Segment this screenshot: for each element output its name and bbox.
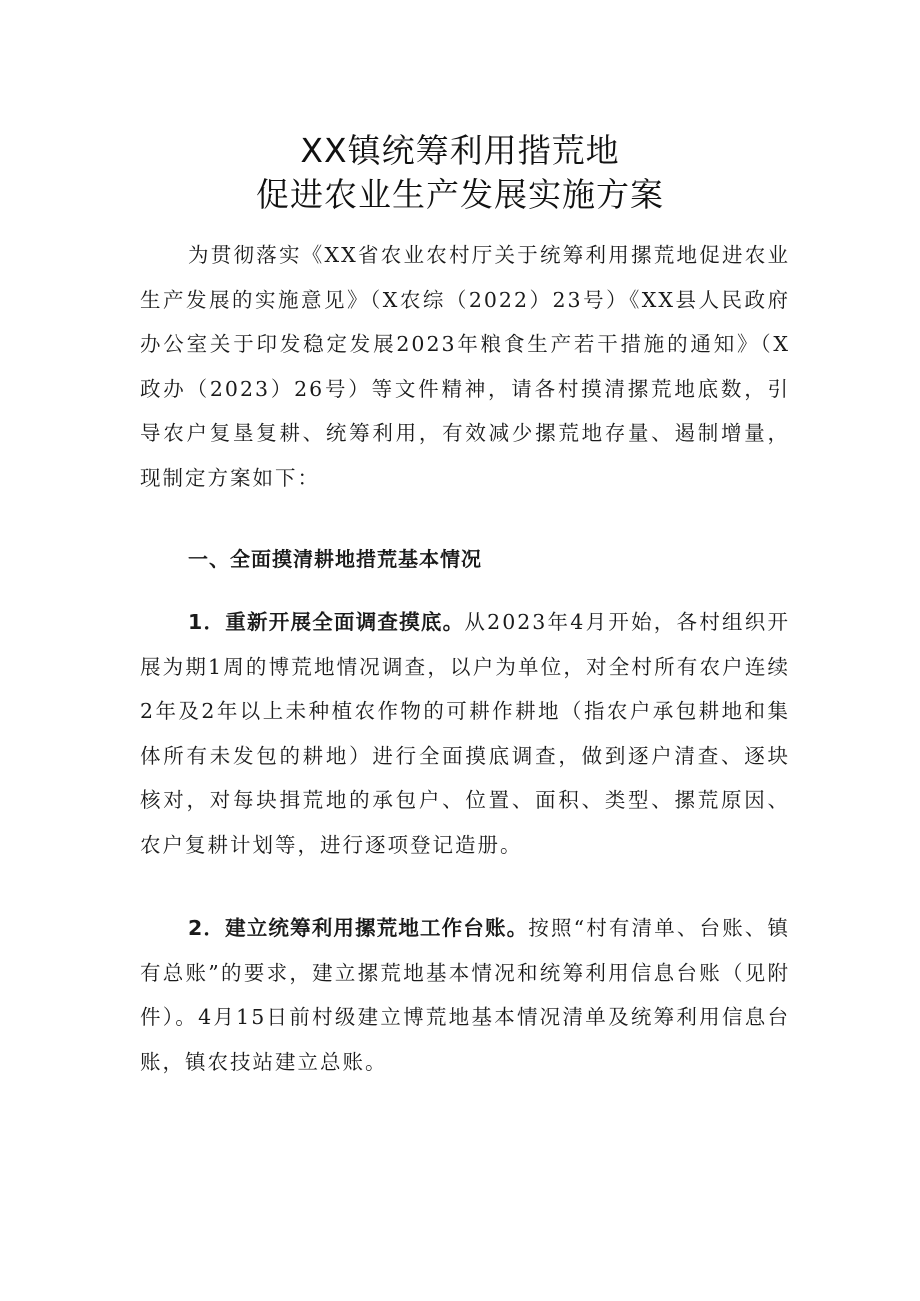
item-1-paragraph xyxy=(140,600,790,867)
intro-paragraph: 为贯彻落实《XX省农业农村厅关于统筹利用摞荒地促进农业生产发展的实施意见》（X农综（2022）23号）《XX县人民政府办公室关于印发稳定发展2023年粮食生产若干措施的通知》（X政办（2023）26号）等文件精神，请各村摸清摞荒地底数，引导农户复垦复耕、统筹利用，有效减少摞荒地存量、遏制增量，现制定方案如下： xyxy=(140,243,790,490)
document-title-line-1: XX镇统筹利用揩荒地 xyxy=(300,131,620,170)
item-1-lead: 1．重新开展全面调查摸底。 xyxy=(188,610,465,634)
item-2-paragraph xyxy=(140,906,790,1084)
item-1-body: 从2023年4月开始，各村组织开展为期1周的博荒地情况调查，以户为单位，对全村所有农户连续2年及2年以上未种植农作物的可耕作耕地（指农户承包耕地和集体所有未发包的耕地）进行全面摸底调查，做到逐户清查、逐块核对，对每块揖荒地的承包户、位置、面积、类型、摞荒原因、农户复耕计划等，进行逐项登记造册。 xyxy=(140,610,791,857)
section-heading-1: 一、全面摸清耕地措荒基本情况 xyxy=(188,547,482,571)
item-2-lead: 2．建立统筹利用摞荒地工作台账。 xyxy=(188,916,529,940)
item-2-body: 按照“村有清单、台账、镇有总账”的要求，建立摞荒地基本情况和统筹利用信息台账（见附件）。4月15日前村级建立博荒地基本情况清单及统筹利用信息台账，镇农技站建立总账。 xyxy=(140,916,791,1074)
document-title-line-2: 促进农业生产发展实施方案 xyxy=(256,175,664,214)
